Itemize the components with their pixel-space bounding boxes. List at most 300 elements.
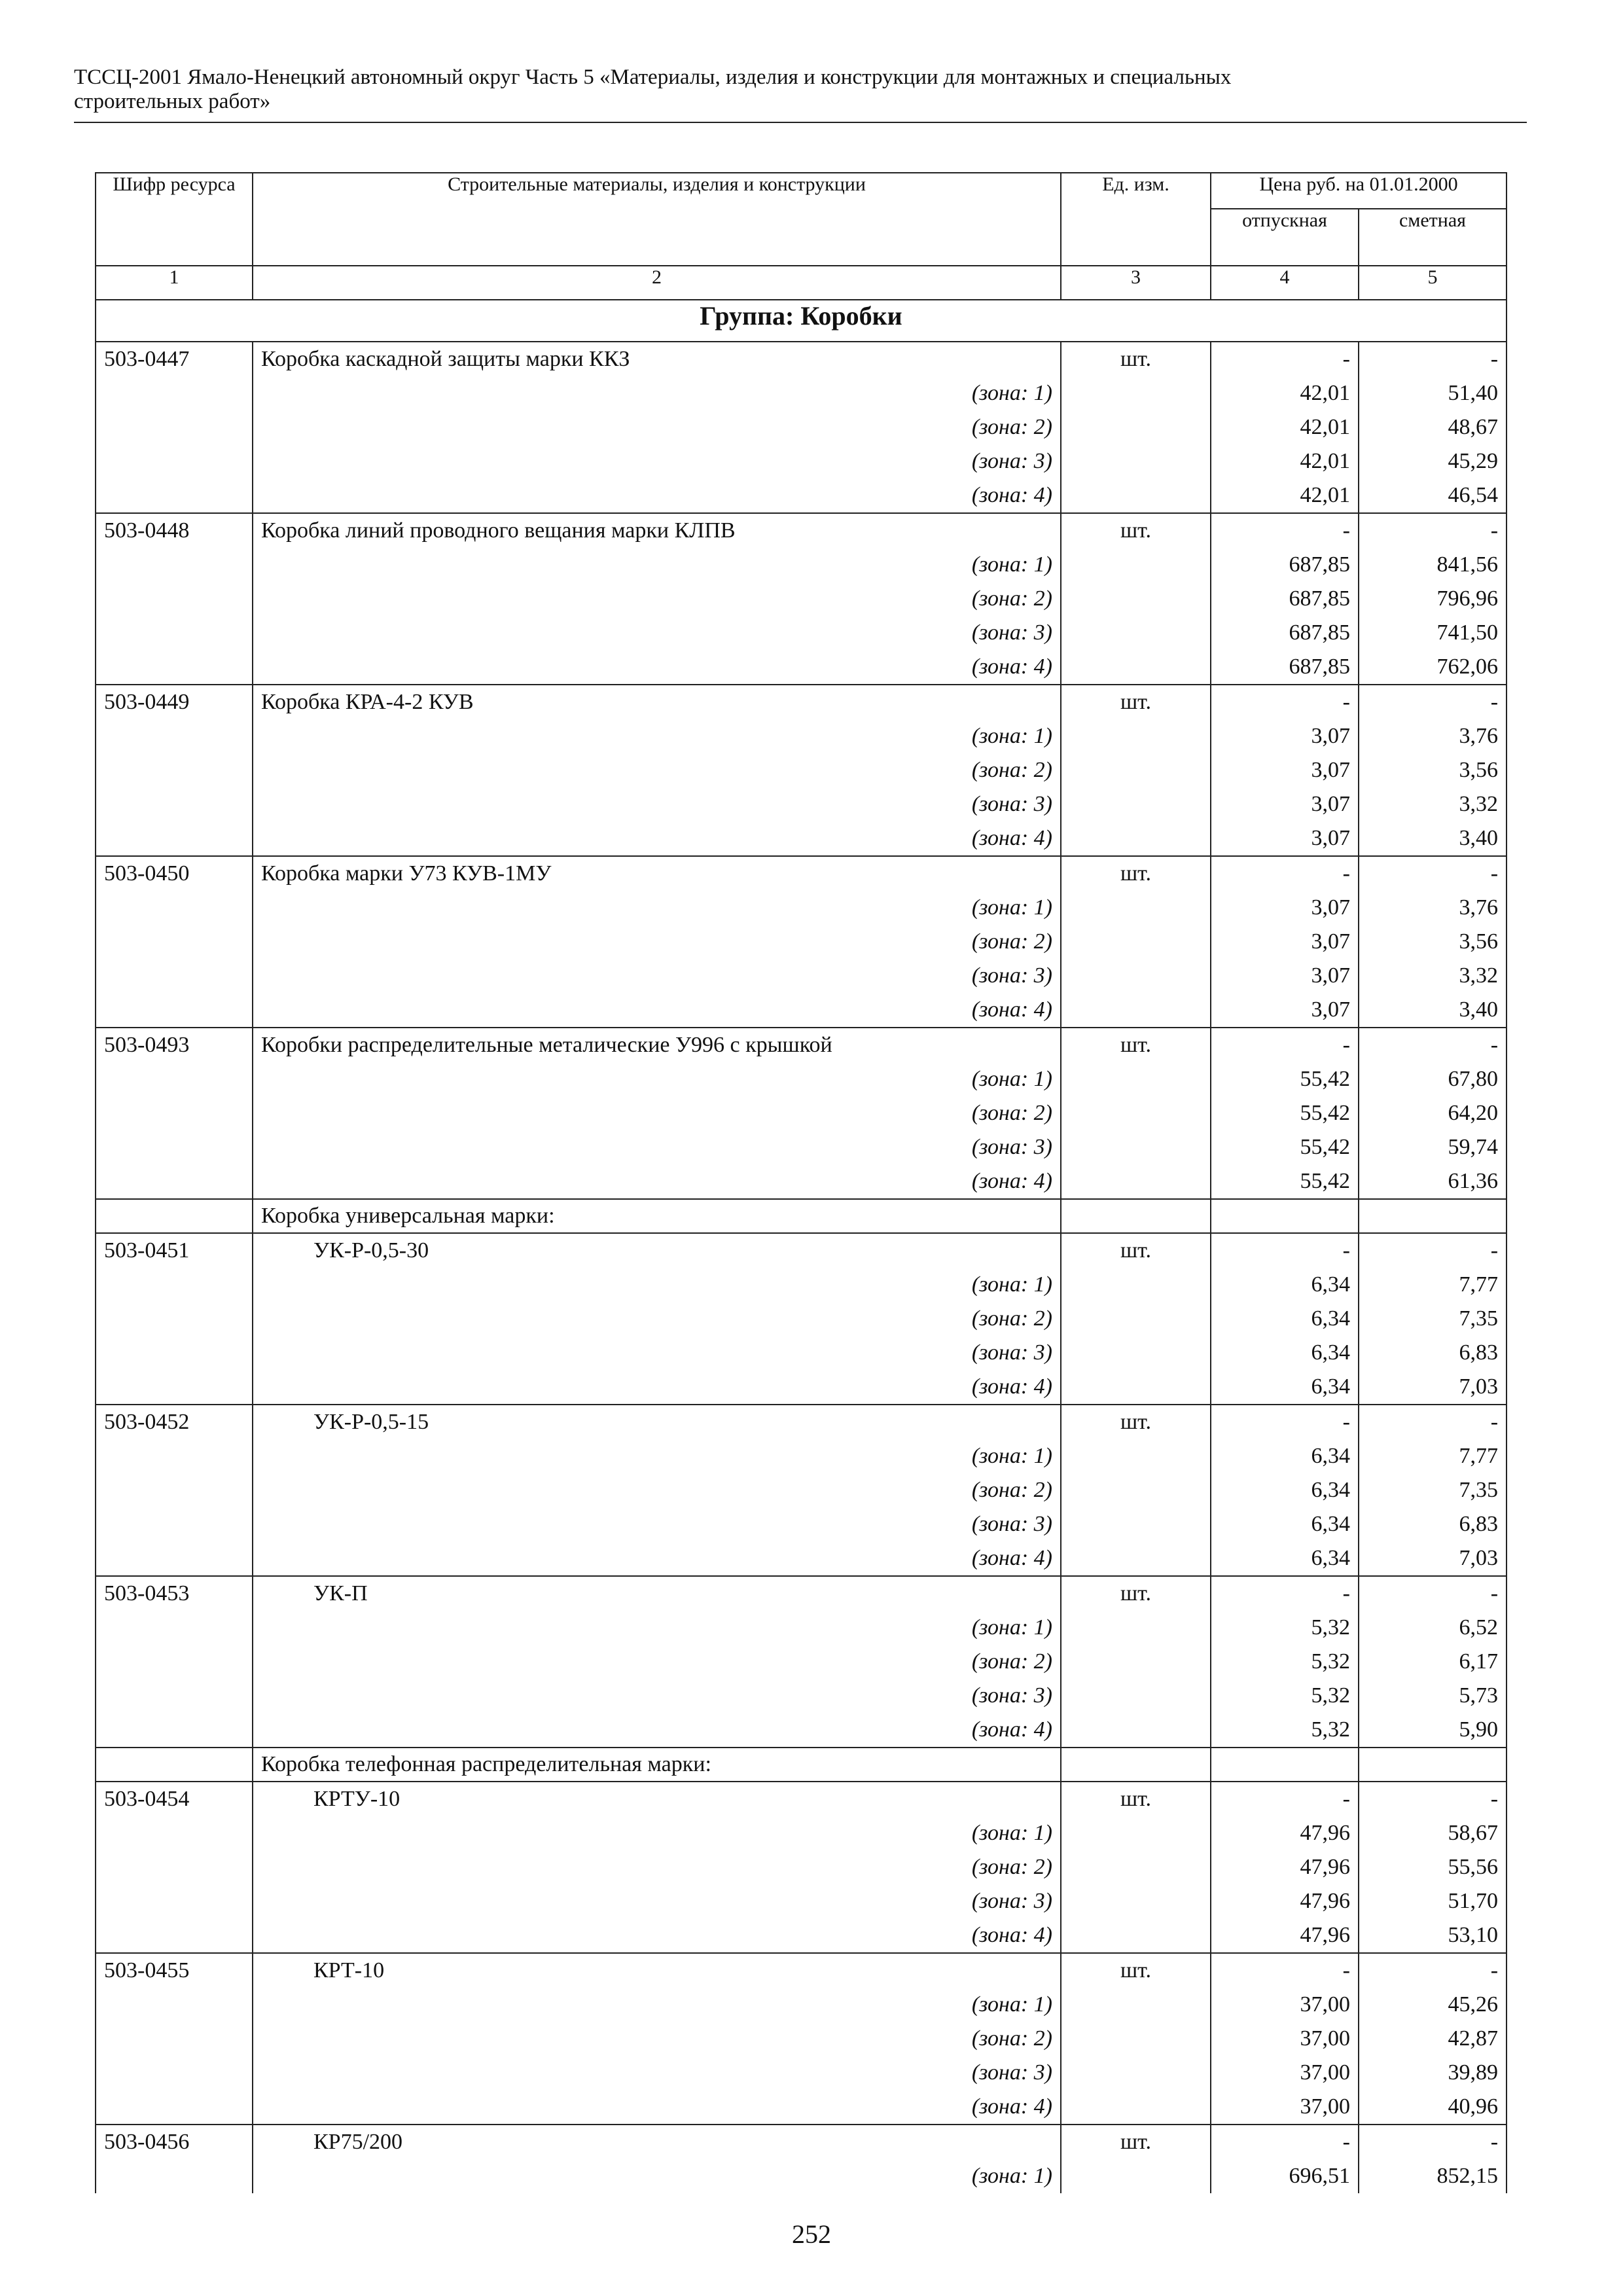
release-price: - [1211,685,1359,719]
unit [1061,444,1211,478]
estimate-price: 7,03 [1359,1541,1507,1576]
zone-row [96,1336,1507,1370]
estimate-price: 6,83 [1359,1507,1507,1541]
unit [1061,787,1211,821]
release-price: 3,07 [1211,959,1359,993]
unit [1061,1816,1211,1850]
resource-code: 503-0451 [96,1233,253,1268]
zone-label [253,478,1061,513]
unit [1061,2159,1211,2193]
zone-row [96,410,1507,444]
release-price: 3,07 [1211,719,1359,753]
resource-code [96,1370,253,1405]
zone-label [253,582,1061,616]
resource-code: 503-0452 [96,1405,253,1439]
resource-code [96,1199,253,1233]
release-price: - [1211,1576,1359,1611]
zone-label [253,1336,1061,1370]
release-price: 6,34 [1211,1336,1359,1370]
subgroup-row [96,1199,1507,1233]
estimate-price: 796,96 [1359,582,1507,616]
estimate-price: 51,70 [1359,1884,1507,1918]
zone-label [253,1611,1061,1645]
zone-row [96,548,1507,582]
resource-code [96,821,253,856]
zone-label-text: (зона: 1) [971,381,1052,405]
release-price: 47,96 [1211,1850,1359,1884]
unit: шт. [1061,1028,1211,1062]
zone-label [253,2159,1061,2193]
zone-row [96,478,1507,513]
zone-row [96,1062,1507,1096]
table-row [96,342,1507,376]
zone-row [96,1884,1507,1918]
zone-label [253,1645,1061,1679]
zone-label [253,925,1061,959]
unit [1061,925,1211,959]
zone-label [253,410,1061,444]
estimate-price: 51,40 [1359,376,1507,410]
zone-label [253,1988,1061,2022]
zone-label [253,1850,1061,1884]
zone-label-text: (зона: 2) [971,1306,1052,1331]
zone-label-text: (зона: 3) [971,963,1052,988]
release-price: 42,01 [1211,478,1359,513]
estimate-price: - [1359,513,1507,548]
zone-label-text: (зона: 2) [971,1855,1052,1879]
zone-label-text: (зона: 4) [971,1546,1052,1570]
subgroup-row [96,1748,1507,1782]
zone-label-text: (зона: 1) [971,1992,1052,2017]
zone-label-text: (зона: 2) [971,415,1052,439]
zone-label [253,891,1061,925]
zone-row [96,891,1507,925]
zone-row [96,1096,1507,1130]
estimate-price: 5,73 [1359,1679,1507,1713]
unit [1061,1439,1211,1473]
unit [1061,1507,1211,1541]
zone-label-text: (зона: 4) [971,2094,1052,2119]
unit [1061,821,1211,856]
release-price: 55,42 [1211,1096,1359,1130]
zone-label-text: (зона: 1) [971,724,1052,748]
estimate-price: 3,40 [1359,993,1507,1028]
estimate-price: 852,15 [1359,2159,1507,2193]
resource-code [96,1336,253,1370]
unit [1061,891,1211,925]
unit [1061,1611,1211,1645]
release-price [1211,1748,1359,1782]
estimate-price: 6,83 [1359,1336,1507,1370]
zone-label [253,1370,1061,1405]
unit: шт. [1061,1405,1211,1439]
release-price: 6,34 [1211,1541,1359,1576]
estimate-price: 741,50 [1359,616,1507,650]
zone-label-text: (зона: 4) [971,1169,1052,1193]
table-row [96,1233,1507,1268]
estimate-price: 67,80 [1359,1062,1507,1096]
zone-label-text: (зона: 3) [971,1340,1052,1365]
material-name-text: УК-Р-0,5-15 [313,1410,429,1434]
release-price: - [1211,1028,1359,1062]
zone-label [253,1302,1061,1336]
estimate-price: 55,56 [1359,1850,1507,1884]
resource-code [96,753,253,787]
zone-row [96,1541,1507,1576]
estimate-price: 48,67 [1359,410,1507,444]
zone-label [253,1268,1061,1302]
estimate-price: 7,35 [1359,1473,1507,1507]
release-price: 3,07 [1211,993,1359,1028]
unit [1061,1096,1211,1130]
estimate-price: - [1359,2125,1507,2159]
zone-label [253,650,1061,685]
estimate-price: - [1359,856,1507,891]
material-name [253,1233,1061,1268]
zone-label [253,1473,1061,1507]
unit: шт. [1061,342,1211,376]
resource-code [96,1439,253,1473]
release-price: 687,85 [1211,548,1359,582]
zone-row [96,1816,1507,1850]
estimate-price: 59,74 [1359,1130,1507,1164]
subgroup-title: Коробка телефонная распределительная марки: [253,1748,1061,1782]
material-name: Коробка каскадной защиты марки ККЗ [253,342,1061,376]
resource-code [96,1679,253,1713]
zone-label [253,2090,1061,2125]
zone-row [96,1302,1507,1336]
zone-label [253,1884,1061,1918]
release-price: 47,96 [1211,1816,1359,1850]
resource-code [96,1918,253,1953]
zone-row [96,1645,1507,1679]
estimate-price: 58,67 [1359,1816,1507,1850]
unit [1061,1302,1211,1336]
resource-code [96,1884,253,1918]
estimate-price: 6,17 [1359,1645,1507,1679]
resource-code [96,2022,253,2056]
estimate-price: 45,26 [1359,1988,1507,2022]
material-name-text: КР75/200 [313,2130,403,2154]
zone-row [96,1918,1507,1953]
release-price: 3,07 [1211,925,1359,959]
release-price: - [1211,1953,1359,1988]
zone-label [253,1096,1061,1130]
unit: шт. [1061,685,1211,719]
unit: шт. [1061,1576,1211,1611]
resource-code [96,925,253,959]
zone-row [96,1164,1507,1199]
resource-code [96,2090,253,2125]
release-price: - [1211,1405,1359,1439]
zone-label-text: (зона: 4) [971,1923,1052,1947]
zone-label-text: (зона: 2) [971,586,1052,611]
estimate-price: 3,56 [1359,925,1507,959]
zone-label [253,1062,1061,1096]
release-price: 55,42 [1211,1164,1359,1199]
zone-row [96,2090,1507,2125]
release-price: 3,07 [1211,891,1359,925]
page-number: 252 [792,2219,831,2249]
unit [1061,582,1211,616]
zone-label-text: (зона: 1) [971,895,1052,920]
resource-code [96,1541,253,1576]
zone-label [253,1679,1061,1713]
table-row [96,1782,1507,1816]
table-row [96,1405,1507,1439]
resource-code [96,1062,253,1096]
resource-code [96,548,253,582]
zone-label [253,444,1061,478]
zone-row [96,650,1507,685]
zone-label-text: (зона: 2) [971,1101,1052,1125]
zone-label-text: (зона: 3) [971,2060,1052,2085]
resource-code: 503-0447 [96,342,253,376]
resource-code [96,959,253,993]
resource-code [96,719,253,753]
unit [1061,548,1211,582]
release-price: 47,96 [1211,1918,1359,1953]
resource-code [96,1748,253,1782]
zone-label-text: (зона: 1) [971,1067,1052,1091]
zone-row [96,1473,1507,1507]
zone-label-text: (зона: 1) [971,2164,1052,2188]
resource-code [96,1816,253,1850]
unit [1061,2090,1211,2125]
column-number: 1 [96,266,253,300]
table-row [96,513,1507,548]
estimate-price: 39,89 [1359,2056,1507,2090]
release-price: 55,42 [1211,1062,1359,1096]
zone-label-text: (зона: 3) [971,792,1052,816]
header-divider [74,122,1527,123]
estimate-price: 7,03 [1359,1370,1507,1405]
header-name: Строительные материалы, изделия и конструкции [253,173,1061,266]
resource-code [96,1096,253,1130]
release-price: 47,96 [1211,1884,1359,1918]
zone-label-text: (зона: 4) [971,1717,1052,1742]
release-price: 42,01 [1211,444,1359,478]
release-price: 5,32 [1211,1645,1359,1679]
material-name [253,1576,1061,1611]
zone-row [96,1507,1507,1541]
price-table [95,172,1507,2193]
resource-code [96,478,253,513]
unit [1061,1645,1211,1679]
resource-code [96,2159,253,2193]
zone-label-text: (зона: 3) [971,1889,1052,1913]
header-price: Цена руб. на 01.01.2000 [1211,173,1507,209]
unit: шт. [1061,1953,1211,1988]
unit [1061,1988,1211,2022]
zone-row [96,1988,1507,2022]
zone-label [253,959,1061,993]
material-name: Коробка марки У73 КУВ-1МУ [253,856,1061,891]
zone-row [96,753,1507,787]
release-price: 696,51 [1211,2159,1359,2193]
unit [1061,1679,1211,1713]
zone-label-text: (зона: 3) [971,1683,1052,1708]
estimate-price: 7,77 [1359,1439,1507,1473]
material-name [253,2125,1061,2159]
unit [1061,650,1211,685]
estimate-price: - [1359,342,1507,376]
unit [1061,2022,1211,2056]
unit [1061,2056,1211,2090]
resource-code [96,1611,253,1645]
zone-label [253,376,1061,410]
release-price: - [1211,513,1359,548]
zone-label-text: (зона: 4) [971,1374,1052,1399]
zone-label-text: (зона: 2) [971,1649,1052,1674]
zone-label [253,1164,1061,1199]
unit: шт. [1061,1233,1211,1268]
resource-code [96,787,253,821]
unit: шт. [1061,513,1211,548]
release-price: 3,07 [1211,821,1359,856]
estimate-price: - [1359,1405,1507,1439]
resource-code [96,891,253,925]
release-price: 3,07 [1211,787,1359,821]
release-price: 687,85 [1211,650,1359,685]
zone-label [253,1439,1061,1473]
estimate-price: - [1359,1028,1507,1062]
estimate-price: 3,40 [1359,821,1507,856]
zone-label [253,616,1061,650]
zone-label [253,1507,1061,1541]
table-row [96,1028,1507,1062]
unit: шт. [1061,1782,1211,1816]
zone-label-text: (зона: 4) [971,997,1052,1022]
zone-label-text: (зона: 3) [971,1512,1052,1536]
header-estimate-price: сметная [1359,209,1507,266]
zone-row [96,959,1507,993]
estimate-price [1359,1748,1507,1782]
estimate-price: 53,10 [1359,1918,1507,1953]
estimate-price: 6,52 [1359,1611,1507,1645]
material-name-text: КРТ-10 [313,1958,385,1982]
column-number: 3 [1061,266,1211,300]
table-body [96,342,1507,2193]
resource-code [96,616,253,650]
unit [1061,1541,1211,1576]
running-header-line-2: строительных работ» [74,90,271,113]
running-header-line-1: ТССЦ-2001 Ямало-Ненецкий автономный округ Часть 5 «Материалы, изделия и конструкции для монтажных и специальных [74,65,1232,89]
zone-row [96,1370,1507,1405]
unit [1061,1473,1211,1507]
zone-row [96,2056,1507,2090]
estimate-price: 3,76 [1359,891,1507,925]
column-number: 4 [1211,266,1359,300]
zone-row [96,2022,1507,2056]
zone-label [253,993,1061,1028]
estimate-price: - [1359,1782,1507,1816]
zone-label-text: (зона: 3) [971,620,1052,645]
zone-label-text: (зона: 3) [971,1135,1052,1159]
resource-code [96,2056,253,2090]
release-price: 5,32 [1211,1611,1359,1645]
zone-label-text: (зона: 4) [971,483,1052,507]
zone-label [253,753,1061,787]
unit [1061,719,1211,753]
release-price: 5,32 [1211,1679,1359,1713]
zone-row [96,1850,1507,1884]
zone-label-text: (зона: 2) [971,758,1052,782]
estimate-price: - [1359,1953,1507,1988]
estimate-price: 762,06 [1359,650,1507,685]
unit: шт. [1061,2125,1211,2159]
table-row [96,2125,1507,2159]
material-name [253,1405,1061,1439]
zone-label-text: (зона: 4) [971,826,1052,850]
unit [1061,1164,1211,1199]
zone-label [253,1713,1061,1748]
table-row [96,1576,1507,1611]
unit [1061,376,1211,410]
resource-code [96,1473,253,1507]
release-price [1211,1199,1359,1233]
zone-row [96,1679,1507,1713]
table-row [96,856,1507,891]
zone-row [96,719,1507,753]
estimate-price: - [1359,685,1507,719]
resource-code [96,650,253,685]
zone-row [96,1439,1507,1473]
resource-code: 503-0450 [96,856,253,891]
material-name: Коробка линий проводного вещания марки КЛПВ [253,513,1061,548]
material-name: Коробки распределительные металические У996 с крышкой [253,1028,1061,1062]
table-row [96,685,1507,719]
zone-label-text: (зона: 1) [971,1272,1052,1297]
zone-row [96,1268,1507,1302]
zone-label [253,2056,1061,2090]
zone-row [96,993,1507,1028]
estimate-price: 45,29 [1359,444,1507,478]
resource-code [96,444,253,478]
release-price: 37,00 [1211,2022,1359,2056]
zone-row [96,1130,1507,1164]
zone-row [96,444,1507,478]
resource-code: 503-0448 [96,513,253,548]
zone-label-text: (зона: 1) [971,552,1052,577]
unit [1061,1370,1211,1405]
release-price: 3,07 [1211,753,1359,787]
unit [1061,1850,1211,1884]
release-price: 5,32 [1211,1713,1359,1748]
resource-code [96,1645,253,1679]
resource-code [96,376,253,410]
resource-code: 503-0453 [96,1576,253,1611]
release-price: 37,00 [1211,1988,1359,2022]
unit [1061,1748,1211,1782]
release-price: 687,85 [1211,616,1359,650]
estimate-price: 3,76 [1359,719,1507,753]
zone-label-text: (зона: 2) [971,2026,1052,2051]
zone-label [253,1816,1061,1850]
release-price: 6,34 [1211,1439,1359,1473]
zone-label-text: (зона: 3) [971,449,1052,473]
unit [1061,1130,1211,1164]
estimate-price: 7,35 [1359,1302,1507,1336]
unit [1061,753,1211,787]
estimate-price: 42,87 [1359,2022,1507,2056]
column-number: 5 [1359,266,1507,300]
resource-code: 503-0454 [96,1782,253,1816]
unit: шт. [1061,856,1211,891]
zone-row [96,376,1507,410]
zone-label-text: (зона: 1) [971,1821,1052,1845]
zone-label-text: (зона: 1) [971,1444,1052,1468]
